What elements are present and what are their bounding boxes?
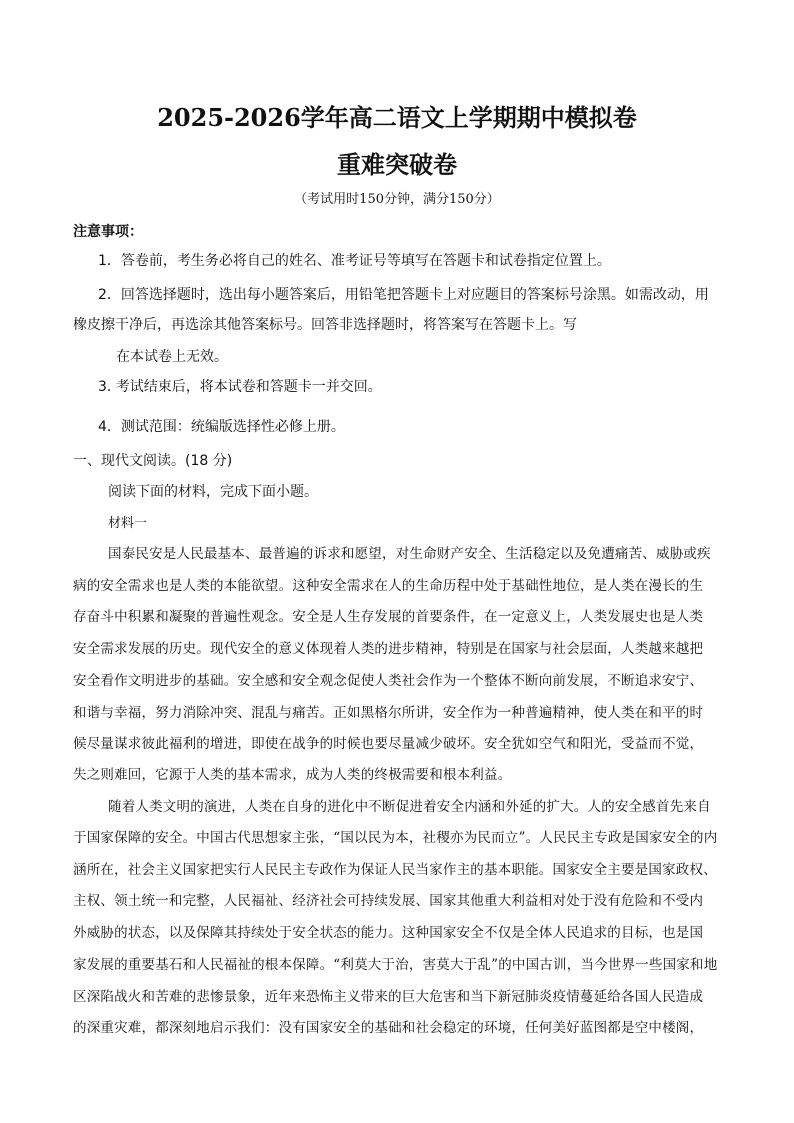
passage-line: 存奋斗中积累和凝聚的普遍性观念。安全是人生存发展的首要条件，在一定意义上，人类发展史也是人类 [73, 609, 704, 625]
exam-time-score-info: （考试用时150分钟，满分150分） [294, 192, 500, 207]
note-line-1: 1．答卷前，考生务必将自己的姓名、准考证号等填写在答题卡和试卷指定位置上。 [98, 253, 611, 269]
passage-line: 安全需求发展的历史。现代安全的意义体现着人类的进步精神，特别是在国家与社会层面，人类越来越把 [73, 641, 704, 657]
note-line-3: 橡皮擦干净后，再选涂其他答案标号。回答非选择题时，将答案写在答题卡上。写 [73, 317, 577, 333]
passage-line: 外威胁的状态，以及保障其持续处于安全状态的能力。这种国家安全不仅是全体人民追求的目标，也是国 [73, 925, 704, 941]
note-line-6: 4．测试范围：统编版选择性必修上册。 [98, 419, 345, 435]
passage-line: 病的安全需求也是人类的本能欲望。这种安全需求在人的生命历程中处于基础性地位，是人类在漫长的生 [73, 578, 704, 594]
section-heading: 一、现代文阅读。(18 分) [73, 453, 233, 469]
material-label: 材料一 [108, 516, 148, 531]
passage-line: 候尽量谋求彼此福利的增进，即使在战争的时候也要尽量减少破坏。安全犹如空气和阳光，受益而不觉， [73, 736, 704, 752]
passage-line: 安全看作文明进步的基础。安全感和安全观念促使人类社会作为一个整体不断向前发展，不断追求安宁、 [73, 673, 704, 689]
note-line-5: 3. 考试结束后，将本试卷和答题卡一并交回。 [98, 379, 382, 395]
exam-title: 2025-2026学年高二语文上学期期中模拟卷 [157, 103, 637, 132]
section-instruction: 阅读下面的材料，完成下面小题。 [108, 484, 318, 500]
passage-line: 随着人类文明的演进，人类在自身的进化中不断促进着安全内涵和外延的扩大。人的安全感首先来自 [108, 799, 711, 815]
passage-line: 国泰民安是人民最基本、最普遍的诉求和愿望，对生命财产安全、生活稳定以及免遭痛苦、威胁或疾 [108, 546, 711, 562]
note-line-4: 在本试卷上无效。 [116, 349, 228, 365]
passage-line: 家发展的重要基石和人民福祉的根本保障。“利莫大于治，害莫大于乱”的中国古训，当今世界一些国家和地 [73, 957, 718, 973]
passage-line: 区深陷战火和苦难的悲惨景象，近年来恐怖主义带来的巨大危害和当下新冠肺炎疫情蔓延给各国人民造成 [73, 989, 704, 1005]
passage-line: 和谐与幸福，努力消除冲突、混乱与痛苦。正如黑格尔所讲，安全作为一种普遍精神，使人类在和平的时 [73, 705, 704, 721]
passage-line: 失之则难回，它源于人类的基本需求，成为人类的终极需要和根本利益。 [73, 767, 512, 783]
passage-line: 主权、领土统一和完整，人民福祉、经济社会可持续发展、国家其他重大利益相对处于没有危险和不受内 [73, 893, 704, 909]
note-line-2: 2．回答选择题时，选出每小题答案后，用铅笔把答题卡上对应题目的答案标号涂黑。如需改动，用 [98, 287, 709, 303]
passage-line: 的深重灾难，都深刻地启示我们：没有国家安全的基础和社会稳定的环境，任何美好蓝图都是空中楼阁， [73, 1020, 704, 1036]
exam-subtitle: 重难突破卷 [337, 150, 457, 179]
notes-heading: 注意事项： [73, 224, 143, 240]
passage-line: 于国家保障的安全。中国古代思想家主张，“国以民为本，社稷亦为民而立”。人民民主专政是国家安全的内 [73, 830, 718, 846]
passage-line: 涵所在，社会主义国家把实行人民民主专政作为保证人民当家作主的基本职能。国家安全主要是国家政权、 [73, 862, 717, 878]
